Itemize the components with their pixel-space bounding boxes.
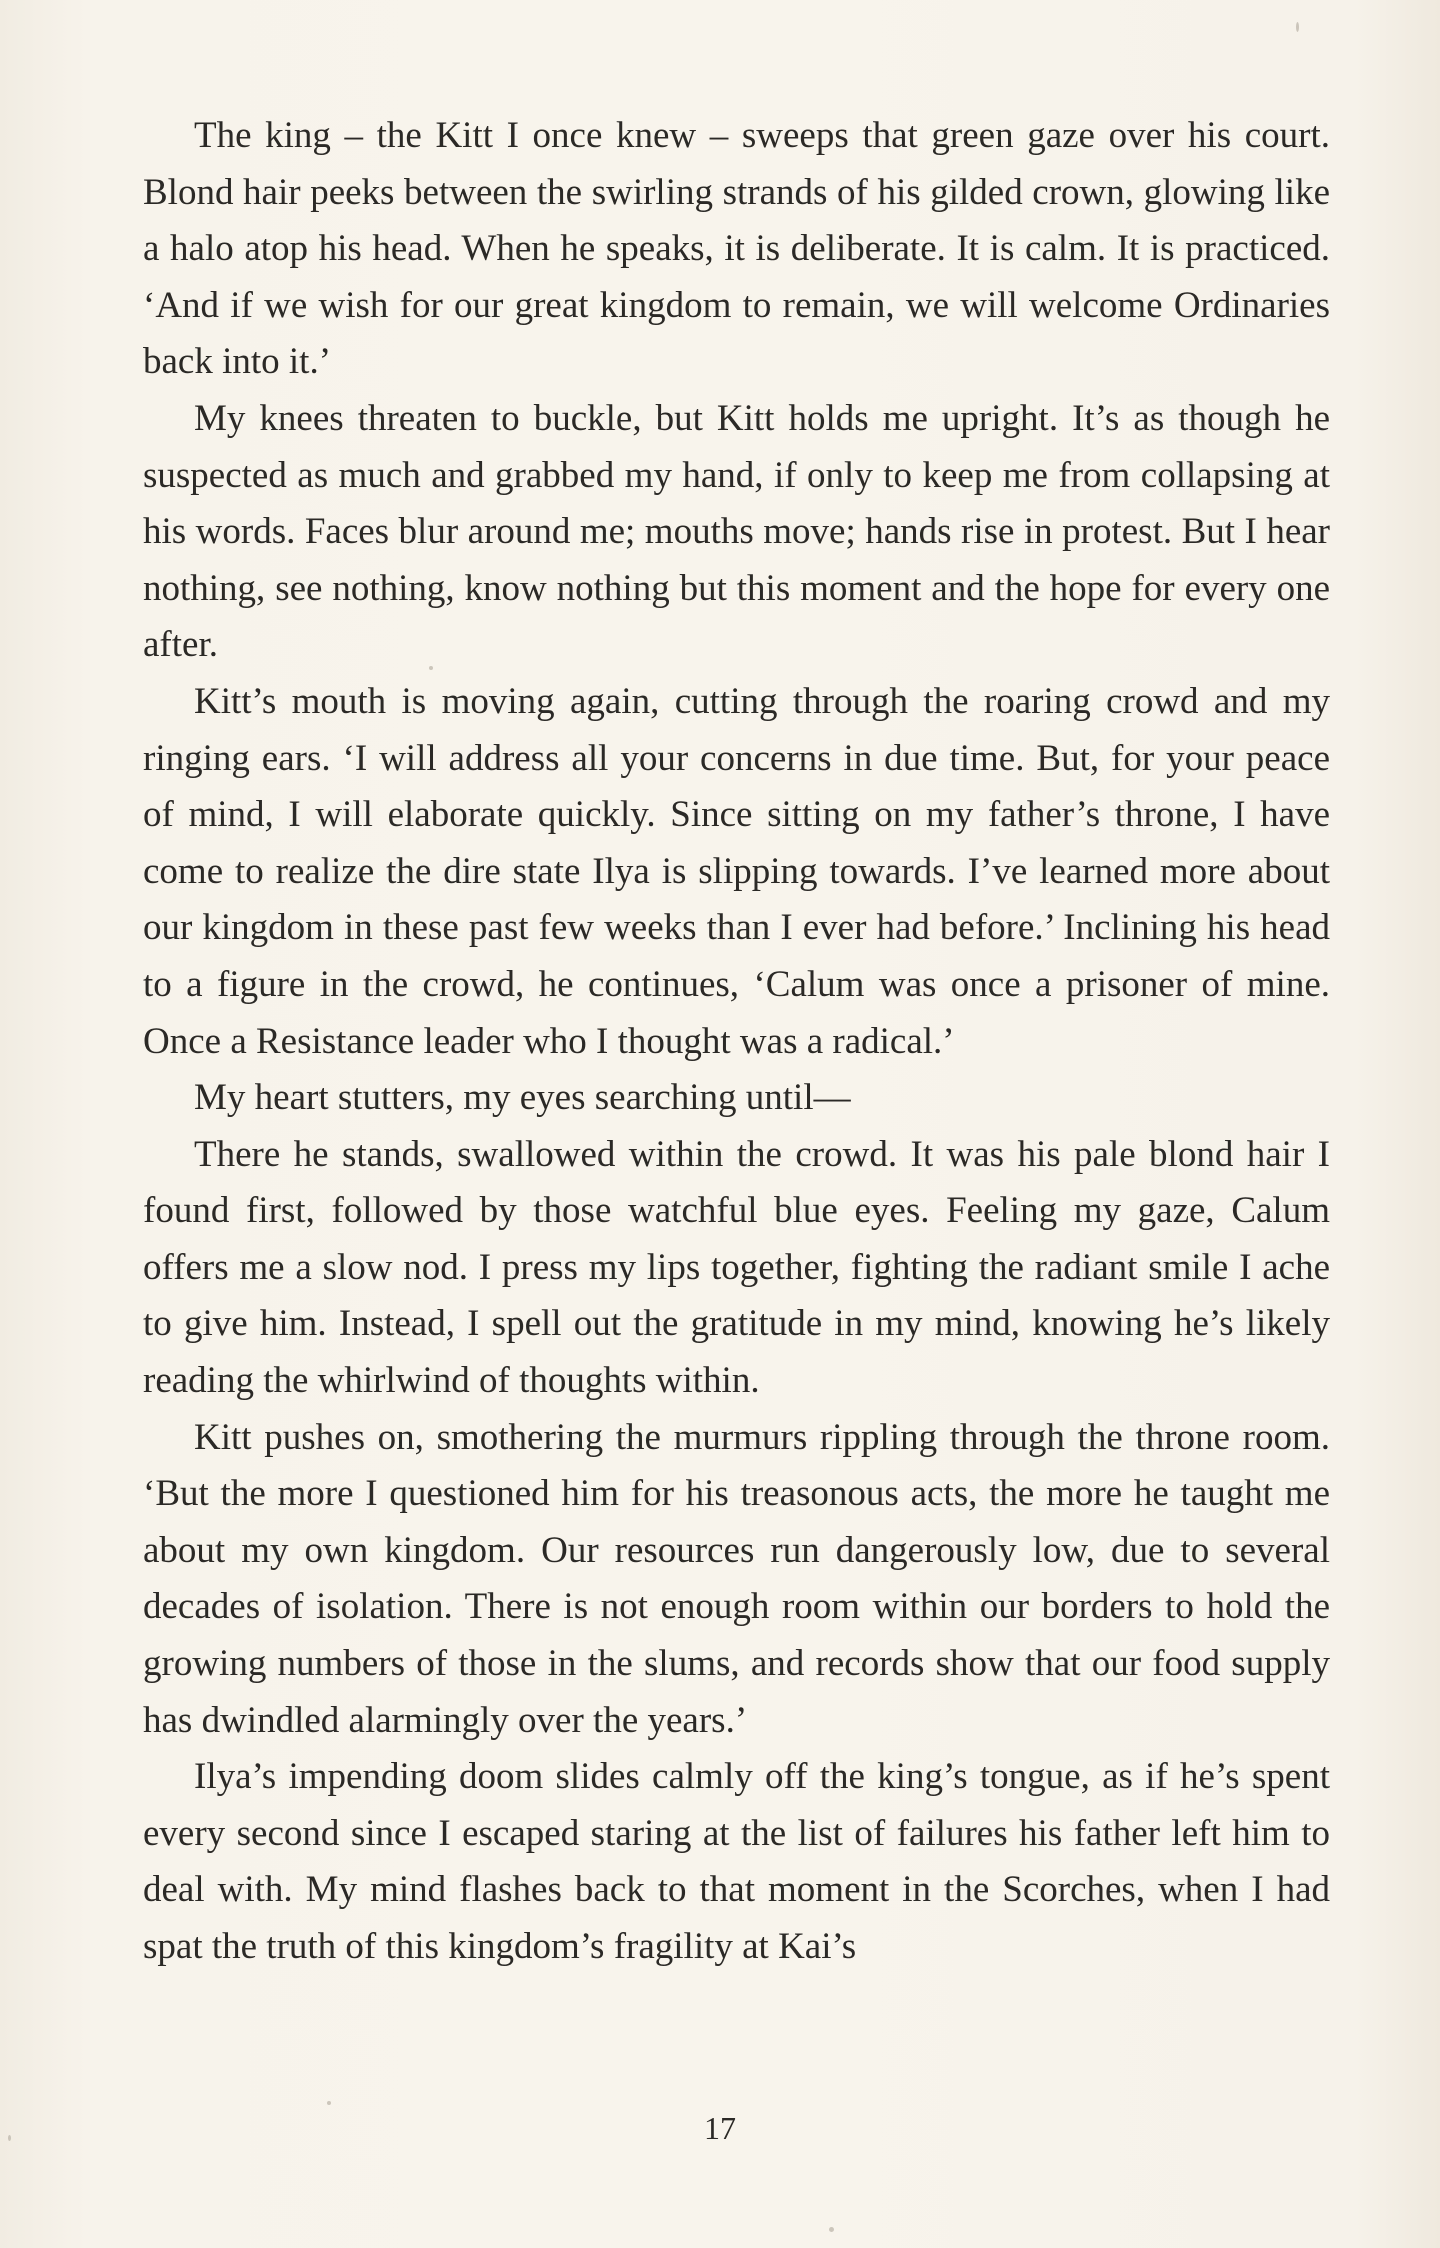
paragraph: Kitt pushes on, smothering the murmurs rippling through the throne room. ‘But the more I questioned him for his treasonous acts, the more he taught me about my own kingdom. Our resources run dangerously low, due to several decades of isolation. There is not enough room within our borders to hold the growing numbers of those in the slums, and records show that our food supply has dwindled alarmingly over the years.’: [143, 1416, 1330, 1741]
paper-speck: [8, 2135, 11, 2141]
paper-speck: [429, 666, 433, 670]
paragraph: The king – the Kitt I once knew – sweeps that green gaze over his court. Blond hair peeks between the swirling strands of his gilded crown, glowing like a halo atop his head. When he speaks, it is deliberate. It is calm. It is practiced. ‘And if we wish for our great kingdom to remain, we will welcome Ordinaries back into it.’: [143, 115, 1330, 383]
paper-speck: [1296, 22, 1299, 32]
page-number: 17: [704, 2110, 736, 2146]
paragraph: Kitt’s mouth is moving again, cutting through the roaring crowd and my ringing ears. ‘I will address all your concerns in due time. But, for your peace of mind, I will elaborate quickly. Since sitting on my father’s throne, I have come to realize the dire state Ilya is slipping towards. I’ve learned more about our kingdom in these past few weeks than I ever had before.’ Inclining his head to a figure in the crowd, he continues, ‘Calum was once a prisoner of mine. Once a Resistance leader who I thought was a radical.’: [143, 680, 1330, 1062]
paper-speck: [829, 2227, 834, 2232]
paragraph: My heart stutters, my eyes searching until—: [194, 1077, 851, 1119]
paragraph: Ilya’s impending doom slides calmly off the king’s tongue, as if he’s spent every second since I escaped staring at the list of failures his father left him to deal with. My mind flashes back to that moment in the Scorches, when I had spat the truth of this kingdom’s fragility at Kai’s: [143, 1756, 1330, 1967]
paragraph: There he stands, swallowed within the crowd. It was his pale blond hair I found first, followed by those watchful blue eyes. Feeling my gaze, Calum offers me a slow nod. I press my lips together, fighting the radiant smile I ache to give him. Instead, I spell out the gratitude in my mind, knowing he’s likely reading the whirlwind of thoughts within.: [143, 1133, 1330, 1402]
paper-speck: [327, 2101, 331, 2105]
body-text: [143, 108, 1330, 1976]
paragraph: My knees threaten to buckle, but Kitt holds me upright. It’s as though he suspected as much and grabbed my hand, if only to keep me from collapsing at his words. Faces blur around me; mouths move; hands rise in protest. But I hear nothing, see nothing, know nothing but this moment and the hope for every one after.: [143, 397, 1330, 666]
